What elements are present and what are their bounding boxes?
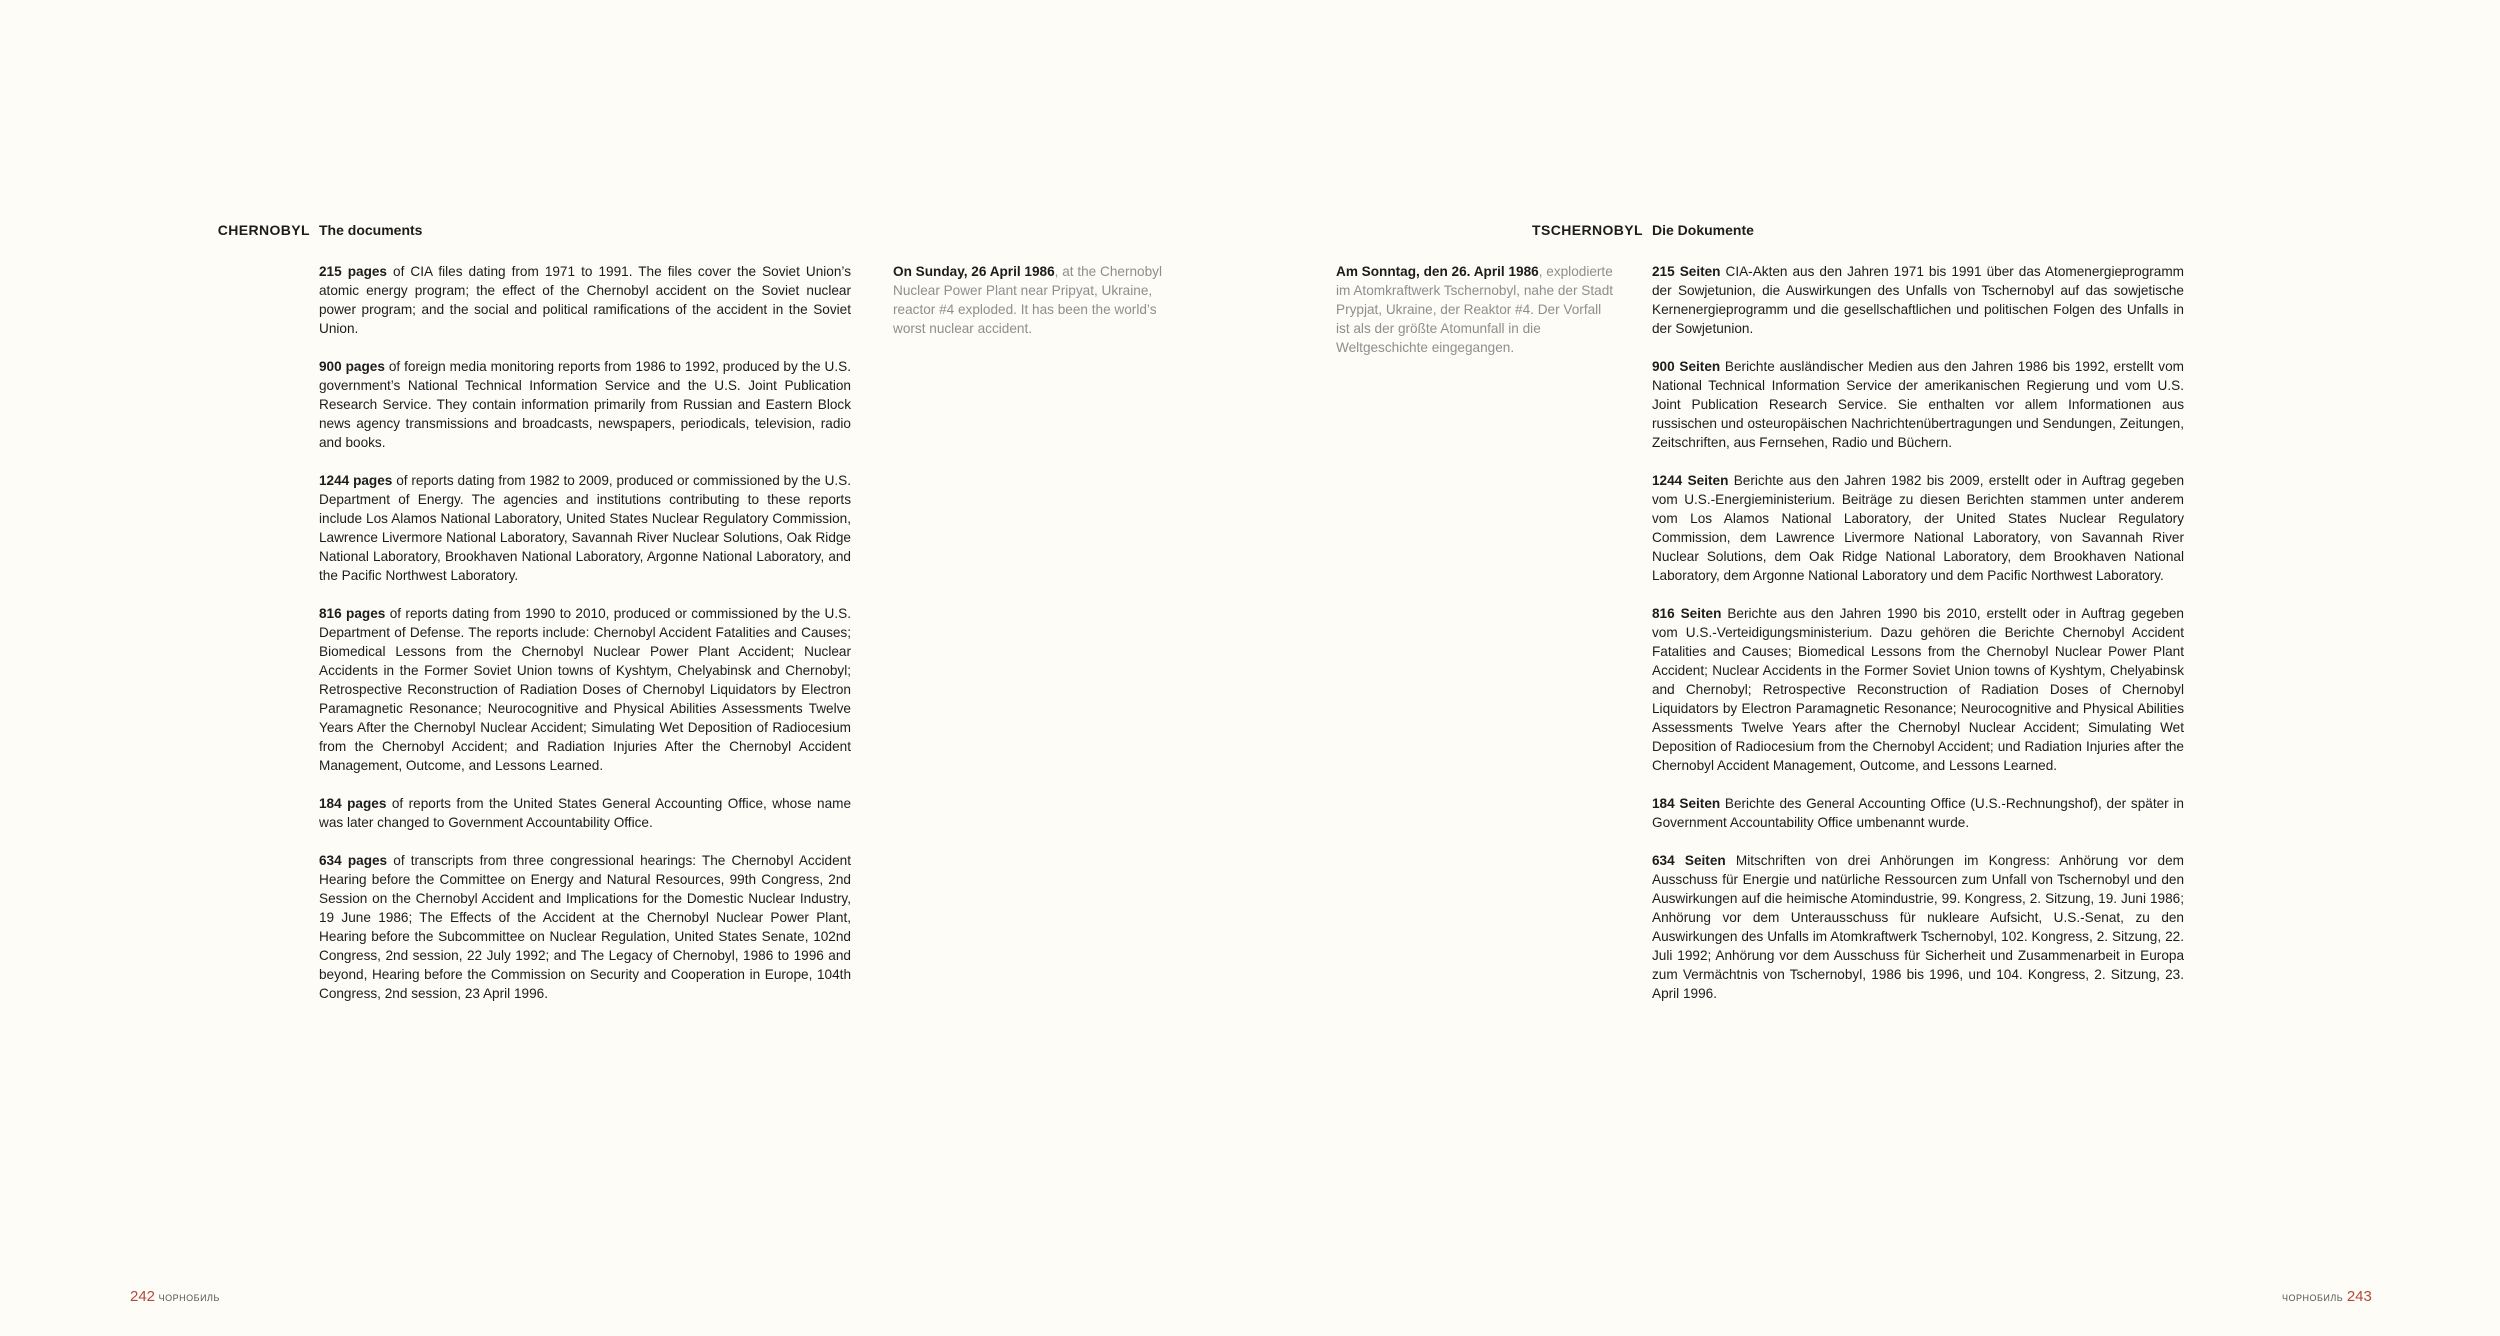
main-column	[319, 262, 851, 1022]
running-head: ЧОРНОБИЛЬ	[2282, 1293, 2344, 1303]
sidenote: On Sunday, 26 April 1986, at the Chernobyl Nuclear Power Plant near Pripyat, Ukraine, reactor #4 exploded. It has been the world’s worst nuclear accident.	[893, 264, 1162, 336]
paragraph: 900 Seiten Berichte ausländischer Medien aus den Jahren 1986 bis 1992, erstellt vom National Technical Information Service der amerikanischen Regierung und vom U.S. Joint Publication Research Service. Sie enthalten vor allem Informationen aus russischen und osteuropäischen Nachrichtenübertragungen und Sendungen, Zeitungen, Zeitschriften, aus Fernsehen, Radio und Büchern.	[1652, 359, 2184, 450]
folio	[130, 1288, 220, 1305]
running-label: CHERNOBYL	[217, 222, 310, 238]
paragraph: 816 pages of reports dating from 1990 to 2010, produced or commissioned by the U.S. Department of Defense. The reports include: Chernobyl Accident Fatalities and Causes; Biomedical Lessons from the Chernobyl Nuclear Power Plant Accident; Nuclear Accidents in the Former Soviet Union towns of Kyshtym, Chelyabinsk and Chernobyl; Retrospective Reconstruction of Radiation Doses of Chernobyl Liquidators by Electron Paramagnetic Resonance; Neurocognitive and Physical Abilities Assessments Twelve Years After the Chernobyl Nuclear Accident; Simulating Wet Deposition of Radiocesium from the Chernobyl Accident; and Radiation Injuries After the Chernobyl Accident Management, Outcome, and Lessons Learned.	[319, 606, 851, 773]
paragraph: 215 Seiten CIA-Akten aus den Jahren 1971 bis 1991 über das Atomenergieprogramm der Sowjetunion, die Auswirkungen des Unfalls von Tschernobyl auf das sowjetische Kernenergieprogramm und die gesellschaftlichen und politischen Folgen des Unfalls in der Sowjetunion.	[1652, 264, 2184, 336]
paragraph: 634 pages of transcripts from three congressional hearings: The Chernobyl Accident Hearing before the Committee on Energy and Natural Resources, 99th Congress, 2nd Session on the Chernobyl Accident and Implications for the Domestic Nuclear Industry, 19 June 1986; The Effects of the Accident at the Chernobyl Nuclear Power Plant, Hearing before the Subcommittee on Nuclear Regulation, United States Senate, 102nd Congress, 2nd session, 22 July 1992; and The Legacy of Chernobyl, 1986 to 1996 and beyond, Hearing before the Commission on Security and Cooperation in Europe, 104th Congress, 2nd session, 23 April 1996.	[319, 853, 851, 1001]
paragraph: 215 pages of CIA files dating from 1971 to 1991. The files cover the Soviet Union’s atomic energy program; the effect of the Chernobyl accident on the Soviet nuclear power program; and the social and political ramifications of the accident in the Soviet Union.	[319, 264, 851, 336]
paragraph: 184 pages of reports from the United States General Accounting Office, whose name was later changed to Government Accountability Office.	[319, 796, 852, 830]
running-head: ЧОРНОБИЛЬ	[158, 1293, 220, 1303]
main-column	[1652, 262, 2184, 1022]
sidenote: Am Sonntag, den 26. April 1986, explodierte im Atomkraftwerk Tschernobyl, nahe der Stadt Prypjat, Ukraine, der Reaktor #4. Der Vorfall ist als der größte Atomunfall in die Weltgeschichte eingegangen.	[1336, 264, 1614, 355]
page-number: 243	[2346, 1288, 2372, 1305]
paragraph: 816 Seiten Berichte aus den Jahren 1990 bis 2010, erstellt oder in Auftrag gegeben vom U.S.-Verteidigungsministerium. Dazu gehören die Berichte Chernobyl Accident Fatalities and Causes; Biomedical Lessons from the Chernobyl Nuclear Power Plant Accident; Nuclear Accidents in the Former Soviet Union towns of Kyshtym, Chelyabinsk and Chernobyl; Retrospective Reconstruction of Radiation Doses of Chernobyl Liquidators by Electron Paramagnetic Resonance; Neurocognitive and Physical Abilities Assessments Twelve Years after the Chernobyl Nuclear Accident; Simulating Wet Deposition of Radiocesium from the Chernobyl Accident; und Radiation Injuries after the Chernobyl Accident Management, Outcome, and Lessons Learned.	[1652, 606, 2184, 773]
section-title: The documents	[319, 222, 423, 238]
page-number: 242	[130, 1288, 156, 1305]
paragraph: 1244 Seiten Berichte aus den Jahren 1982 bis 2009, erstellt oder in Auftrag gegeben vom U.S.-Energieministerium. Beiträge zu diesen Berichten stammen unter anderem vom Los Alamos National Laboratory, der United States Nuclear Regulatory Commission, dem Lawrence Livermore National Laboratory, von Savannah River Nuclear Solutions, dem Oak Ridge National Laboratory, dem Brookhaven National Laboratory, dem Argonne National Laboratory und dem Pacific Northwest Laboratory.	[1652, 473, 2185, 583]
folio	[2282, 1288, 2372, 1305]
paragraph: 184 Seiten Berichte des General Accounting Office (U.S.-Rechnungshof), der später in Government Accountability Office umbenannt wurde.	[1652, 796, 2184, 830]
paragraph: 900 pages of foreign media monitoring reports from 1986 to 1992, produced by the U.S. government’s National Technical Information Service and the U.S. Joint Publication Research Service. They contain information primarily from Russian and Eastern Block news agency transmissions and broadcasts, newspapers, periodicals, television, radio and books.	[319, 359, 851, 450]
section-title: Die Dokumente	[1652, 222, 1754, 238]
paragraph: 634 Seiten Mitschriften von drei Anhörungen im Kongress: Anhörung vor dem Ausschuss für Energie und natürliche Ressourcen zum Unfall von Tschernobyl und den Auswirkungen auf die heimische Atomindustrie, 99. Kongress, 2. Sitzung, 19. Juni 1986; Anhörung vor dem Unterausschuss für nukleare Aufsicht, U.S.-Senat, zu den Auswirkungen des Unfalls im Atomkraftwerk Tschernobyl, 102. Kongress, 2. Sitzung, 22. Juli 1992; Anhörung vor dem Ausschuss für Sicherheit und Zusammenarbeit in Europa zum Vermächtnis von Tschernobyl, 1986 bis 1996, und 104. Kongress, 2. Sitzung, 23. April 1996.	[1652, 853, 2184, 1001]
running-label: TSCHERNOBYL	[1532, 222, 1643, 238]
paragraph: 1244 pages of reports dating from 1982 to 2009, produced or commissioned by the U.S. Department of Energy. The agencies and institutions contributing to these reports include Los Alamos National Laboratory, United States Nuclear Regulatory Commission, Lawrence Livermore National Laboratory, Savannah River Nuclear Solutions, Oak Ridge National Laboratory, Brookhaven National Laboratory, Argonne National Laboratory, and the Pacific Northwest Laboratory.	[319, 473, 852, 583]
right-page	[1250, 0, 2500, 1336]
